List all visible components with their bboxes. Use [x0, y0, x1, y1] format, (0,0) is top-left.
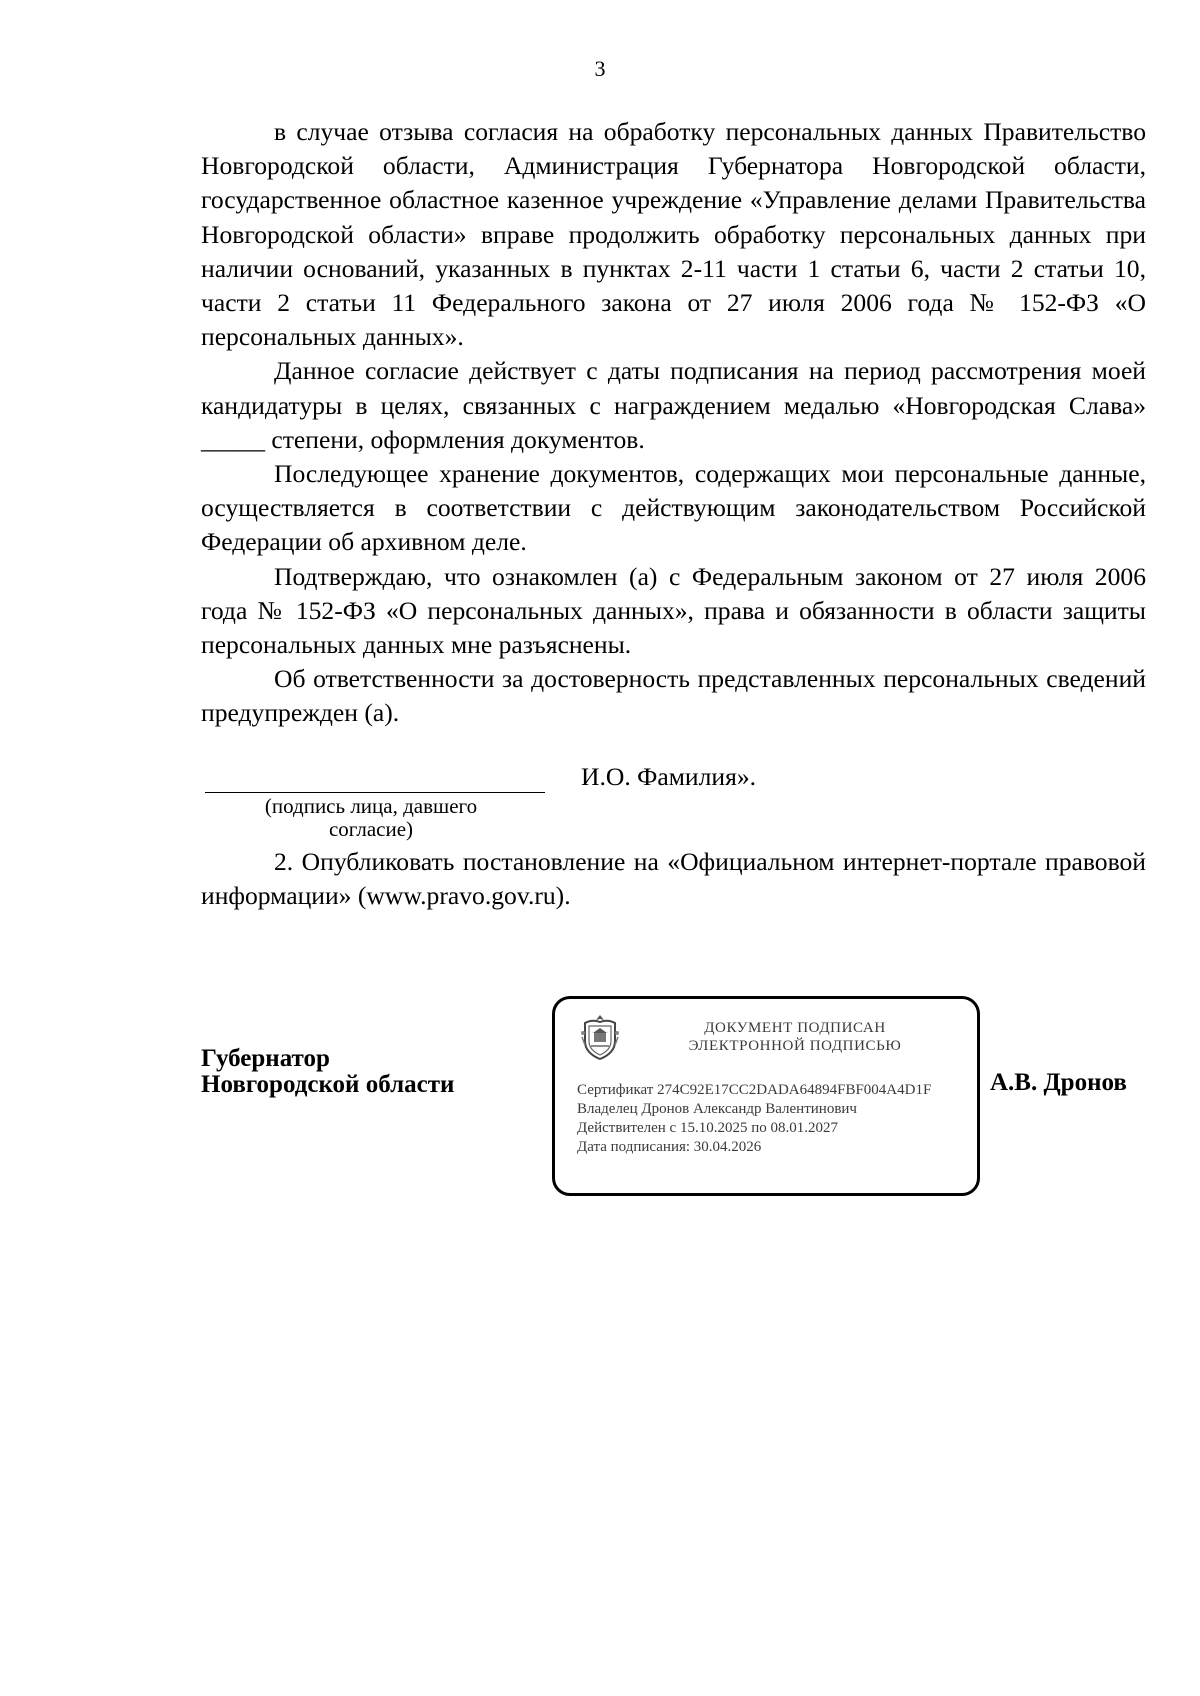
paragraph-publish: 2. Опубликовать постановление на «Официальном интернет-портале правовой информации» (www.pravo.gov.ru). [201, 847, 1146, 911]
page-number: 3 [594, 56, 606, 81]
governor-title-line1: Губернатор [201, 1045, 330, 1072]
paragraph-acknowledgement: Подтверждаю, что ознакомлен (а) с Федеральным законом от 27 июля 2006 года № 152-ФЗ «О персональных данных», права и обязанности в области защиты персональных данных мне разъяснены. [201, 561, 1146, 660]
document-body [201, 115, 1146, 731]
governor-position [201, 1046, 454, 1098]
stamp-details [577, 1081, 977, 1157]
paragraph-consent-validity: Данное согласие действует с даты подписания на период рассмотрения моей кандидатуры в целях, связанных с награждением медалью «Новгородская Слава» _____ степени, оформления документов. [201, 356, 1146, 454]
signature-fio: И.О. Фамилия». [581, 762, 757, 791]
signature-caption-line1: (подпись лица, давшего [264, 794, 478, 818]
stamp-owner: Владелец Дронов Александр Валентинович [577, 1101, 857, 1117]
paragraph-consent-withdrawal: в случае отзыва согласия на обработку персональных данных Правительство Новгородской области, Администрация Губернатора Новгородской области, государственное областное казенное учреждение «Управление делами Правительства Новгородской области» вправе продолжить обработку персональных данных при наличии оснований, указанных в пунктах 2-11 части 1 статьи 6, части 2 статьи 10, части 2 статьи 11 Федерального закона от 27 июля 2006 года № 152-ФЗ «О персональных данных». [201, 117, 1146, 352]
signature-block [201, 760, 1146, 844]
stamp-title [665, 1019, 925, 1055]
signature-caption [241, 795, 501, 841]
governor-title-line2: Новгородской области [201, 1071, 455, 1098]
signature-line [205, 792, 545, 793]
stamp-signed-date: Дата подписания: 30.04.2026 [577, 1139, 762, 1155]
stamp-title-line1: ДОКУМЕНТ ПОДПИСАН [704, 1020, 886, 1036]
paragraph-document-storage: Последующее хранение документов, содержащих мои персональные данные, осуществляется в соответствии с действующим законодательством Российской Федерации об архивном деле. [201, 459, 1146, 557]
signature-caption-line2: согласие) [328, 817, 414, 841]
coat-of-arms-icon [579, 1013, 621, 1061]
stamp-valid-period: Действителен с 15.10.2025 по 08.01.2027 [577, 1120, 838, 1136]
governor-name: А.В. Дронов [990, 1069, 1127, 1096]
stamp-title-line2: ЭЛЕКТРОННОЙ ПОДПИСЬЮ [688, 1038, 902, 1054]
stamp-certificate: Сертификат 274C92E17CC2DADA64894FBF004A4D1F [577, 1082, 932, 1098]
e-signature-stamp [552, 996, 980, 1196]
paragraph-responsibility: Об ответственности за достоверность представленных персональных сведений предупрежден (а). [201, 664, 1146, 728]
